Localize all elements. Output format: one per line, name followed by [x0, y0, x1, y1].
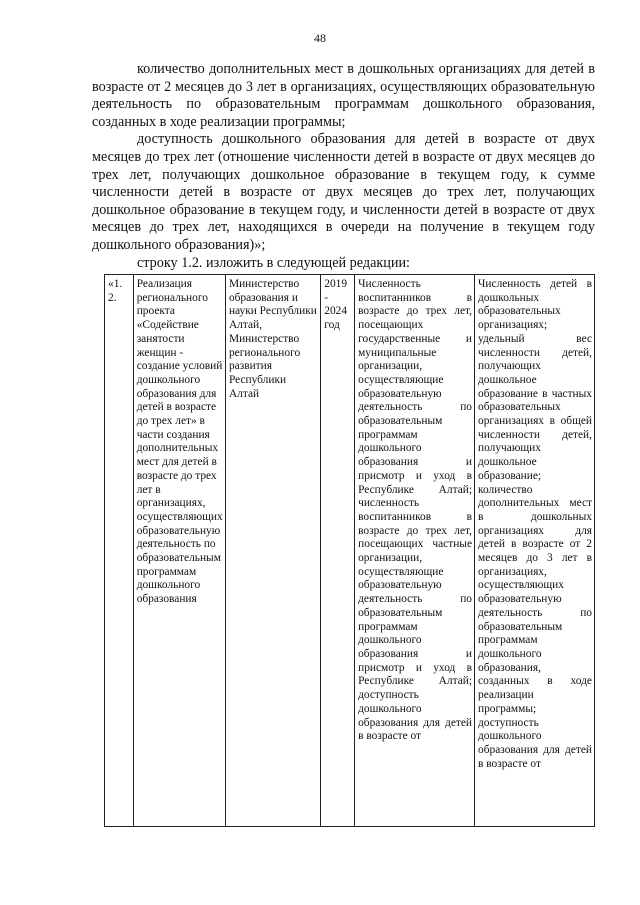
page-number: 48 — [314, 31, 326, 45]
executor-cell — [225, 275, 320, 827]
paragraph-additional-places: количество дополнительных мест в дошкольных организациях для детей в возрасте от 2 месяцев до 3 лет в организациях, осуществляющих образовательную деятельность по образовательным программам дошкольного образования, созданных в ходе реализации программы; — [92, 61, 595, 130]
term-cell — [321, 275, 355, 827]
event-name-cell — [133, 275, 225, 827]
term: 2019 - 2024 год — [324, 278, 348, 332]
indicators: Численность воспитанников в возрасте до трех лет, посещающих государственные и муниципальные организации, осуществляющие образовательную деятельность по образовательным программам дошкольного образования и присмотр и уход в Республике Алтай; численность воспитанников в возрасте до трех лет, посещающих частные организации, осуществляющие образовательную деятельность по образовательным программам дошкольного образования и присмотр и уход в Республике Алтай; доступность дошкольного образования для детей в возрасте от — [358, 278, 473, 743]
event-name: Реализация регионального проекта «Содействие занятости женщин - создание условий дошкольного образования для детей в возрасте до трех лет» в части создания дополнительных мест для детей в возрасте до трех лет в организациях, осуществляющих образовательную деятельность по образовательным программам дошкольного образования — [136, 278, 223, 606]
indicators-cell — [355, 275, 475, 827]
row-number: «1. 2. — [108, 278, 123, 304]
row-number-cell — [105, 275, 134, 827]
body-text — [92, 61, 595, 255]
executor: Министерство образования и науки Республики Алтай, Министерство регионального развития Республики Алтай — [228, 278, 317, 400]
table-row — [105, 275, 595, 827]
results-cell — [475, 275, 595, 827]
program-table — [104, 274, 595, 827]
lead-line: строку 1.2. изложить в следующей редакции: — [137, 255, 410, 271]
results: Численность детей в дошкольных образовательных организациях; удельный вес численности детей, получающих дошкольное образование в частных образовательных организациях в общей численности детей, получающих дошкольное образование; количество дополнительных мест в дошкольных организациях для детей в возрасте от 2 месяцев до 3 лет в организациях, осуществляющих образовательную деятельность по образовательным программам дошкольного образования, созданных в ходе реализации программы; доступность дошкольного образования для детей в возрасте от — [478, 278, 592, 770]
paragraph-accessibility: доступность дошкольного образования для детей в возрасте от двух месяцев до трех лет (отношение численности детей в возрасте от двух месяцев до трех лет, получающих дошкольное образование в текущем году, к сумме численности детей в возрасте от двух месяцев до трех лет, получающих дошкольное образование в текущем году, и численности детей в возрасте от двух месяцев до трех лет, находящихся в очереди на получение в текущем году дошкольного образования)»; — [92, 131, 595, 253]
